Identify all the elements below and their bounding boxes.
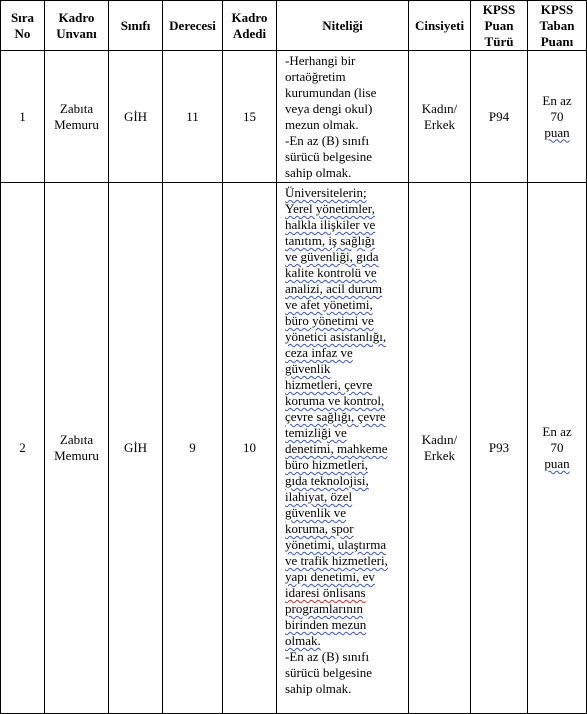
qualification-line: programlarının <box>285 601 363 616</box>
qualification-line: büro yönetimi ve <box>285 313 374 328</box>
qualification-line: tanıtım, iş sağlığı <box>285 233 375 248</box>
taban-value: 70 <box>550 108 564 124</box>
header-kadro-adedi: Kadro Adedi <box>223 1 277 51</box>
qualification-line: yönetici asistanlığı, <box>285 329 387 344</box>
qualification-line: olmak. <box>285 633 321 648</box>
taban-text: En az <box>542 92 572 108</box>
qualification-line: gıda teknolojisi, <box>285 473 369 488</box>
cell-sira-no: 1 <box>1 51 45 183</box>
header-kpss-taban-puani: KPSS Taban Puanı <box>528 1 587 51</box>
cell-niteligi <box>277 183 409 714</box>
header-kadro-unvani: Kadro Unvanı <box>45 1 109 51</box>
qualification-line: denetimi, mahkeme <box>285 441 388 456</box>
table-row <box>1 51 587 183</box>
cell-kadro-adedi: 15 <box>223 51 277 183</box>
qualification-line: veya dengi okul) <box>285 101 373 116</box>
qualification-line: güvenlik <box>285 361 331 376</box>
qualification-line: ve trafik hizmetleri, <box>285 553 388 568</box>
cell-niteligi <box>277 51 409 183</box>
table-row <box>1 183 587 714</box>
qualification-line: mezun olmak. <box>285 117 359 132</box>
qualification-line: kurumundan (lise <box>285 85 377 100</box>
qualification-line: ceza infaz ve <box>285 345 353 360</box>
qualification-line: yapı denetimi, ev <box>285 569 375 584</box>
qualification-line: çevre sağlığı, çevre <box>285 409 386 424</box>
qualification-line: sahip olmak. <box>285 165 352 180</box>
header-kpss-puan-turu: KPSS Puan Türü <box>471 1 528 51</box>
qualification-line: Üniversitelerin; <box>285 185 367 200</box>
cell-kpss-taban-puani <box>528 183 587 714</box>
cell-sira-no: 2 <box>1 183 45 714</box>
qualification-line: -En az (B) sınıfı <box>285 649 370 664</box>
qualification-line: birinden mezun <box>285 617 367 632</box>
qualification-line: ve güvenliği, gıda <box>285 249 379 264</box>
cell-derecesi: 9 <box>163 183 223 714</box>
taban-value: 70 <box>550 440 564 455</box>
qualification-line: idaresi önlisans <box>285 585 366 600</box>
qualification-line: -En az (B) sınıfı <box>285 133 370 148</box>
cell-derecesi: 11 <box>163 51 223 183</box>
qualification-line: analizi, acil durum <box>285 281 383 296</box>
cell-sinifi: GİH <box>109 51 163 183</box>
qualification-line: ilahiyat, özel <box>285 489 353 504</box>
qualification-line: güvenlik ve <box>285 505 347 520</box>
cell-sinifi: GİH <box>109 183 163 714</box>
taban-unit: puan <box>544 124 570 140</box>
header-sira-no: Sıra No <box>1 1 45 51</box>
cell-kpss-taban-puani <box>528 51 587 183</box>
qualification-line: Yerel yönetimler, <box>285 201 375 216</box>
header-row <box>1 1 587 51</box>
cell-kadro-adedi: 10 <box>223 183 277 714</box>
header-sinifi: Sınıfı <box>109 1 163 51</box>
qualification-line: ve afet yönetimi, <box>285 297 373 312</box>
qualification-line: sürücü belgesine <box>285 149 373 164</box>
qualification-line: yönetimi, ulaştırma <box>285 537 387 552</box>
cell-kadro-unvani: Zabıta Memuru <box>45 183 109 714</box>
qualification-line: büro hizmetleri, <box>285 457 369 472</box>
header-derecesi: Derecesi <box>163 1 223 51</box>
taban-text: En az <box>542 424 572 439</box>
qualification-line: -Herhangi bir <box>285 53 356 68</box>
header-niteligi: Niteliği <box>277 1 409 51</box>
qualification-line: koruma ve kontrol, <box>285 393 385 408</box>
header-cinsiyeti: Cinsiyeti <box>409 1 471 51</box>
cell-kpss-puan-turu: P94 <box>471 51 528 183</box>
cell-kpss-puan-turu: P93 <box>471 183 528 714</box>
cell-kadro-unvani: Zabıta Memuru <box>45 51 109 183</box>
qualification-line: halkla ilişkiler ve <box>285 217 376 232</box>
cell-cinsiyeti: Kadın/ Erkek <box>409 183 471 714</box>
qualification-line: kalite kontrolü ve <box>285 265 377 280</box>
qualification-line: temizliği ve <box>285 425 347 440</box>
cell-cinsiyeti: Kadın/ Erkek <box>409 51 471 183</box>
qualification-line: sürücü belgesine <box>285 665 373 680</box>
qualification-line: hizmetleri, çevre <box>285 377 373 392</box>
qualification-line: ortaöğretim <box>285 69 346 84</box>
taban-unit: puan <box>544 456 570 471</box>
qualification-line: koruma, spor <box>285 521 354 536</box>
qualification-line: sahip olmak. <box>285 681 352 696</box>
